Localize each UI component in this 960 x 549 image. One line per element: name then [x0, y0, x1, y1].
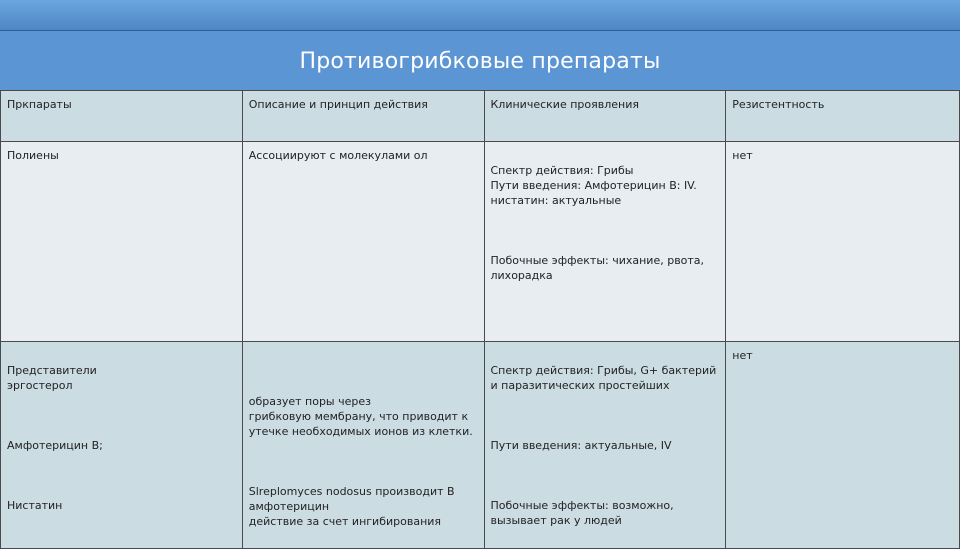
- table-header-row: [1, 91, 960, 142]
- drug-nystatin-text: Нистатин: [7, 499, 63, 512]
- title-bar: [0, 30, 960, 91]
- cell-resistance-polyenes: нет: [726, 142, 960, 342]
- header-description: Описание и принцип действия: [242, 91, 484, 142]
- cell-drug-amphotericin: [1, 342, 243, 549]
- drug-table: [0, 90, 960, 549]
- cell-resistance-amphotericin: нет: [726, 342, 960, 549]
- clinical-spectrum-ampho-text: Спектр действия: Грибы, G+ бактерий и паразитических простейших: [490, 364, 717, 392]
- slide-title: Противогрибковые препараты: [299, 48, 661, 74]
- clinical-spectrum-text: Спектр действия: Грибы Пути введения: Амфотерицин В: IV. нистатин: актуальные: [490, 164, 697, 207]
- header-resistance: Резистентность: [726, 91, 960, 142]
- cell-clinical-polyenes: [484, 142, 726, 342]
- header-drugs: Пркпараты: [1, 91, 243, 142]
- clinical-side-effects-text: Побочные эффекты: чихание, рвота, лихорадка: [490, 254, 705, 282]
- cell-clinical-amphotericin: [484, 342, 726, 549]
- clinical-side-effects-ampho-text: Побочные эффекты: возможно, вызывает рак у людей: [490, 499, 674, 527]
- clinical-route-ampho-text: Пути введения: актуальные, IV: [490, 439, 672, 452]
- table-row-polyenes: [1, 142, 960, 342]
- cell-description-amphotericin: [242, 342, 484, 549]
- drug-amphotericin-text: Амфотерицин В;: [7, 439, 103, 452]
- description-pores-text: образует поры через грибковую мембрану, что приводит к утечке необходимых ионов из клетки.: [248, 395, 473, 438]
- top-band: [0, 0, 960, 30]
- header-clinical: Клинические проявления: [484, 91, 726, 142]
- drug-representatives-text: Представители эргостерол: [7, 364, 97, 392]
- drug-table-container: [0, 90, 960, 540]
- description-streptomyces-text: Slreplomyces nodosus производит B амфотерицин действие за счет ингибирования: [248, 485, 455, 528]
- table-row-amphotericin: [1, 342, 960, 549]
- cell-description-polyenes: Ассоциируют с молекулами ол: [242, 142, 484, 342]
- cell-drug-polyenes: Полиены: [1, 142, 243, 342]
